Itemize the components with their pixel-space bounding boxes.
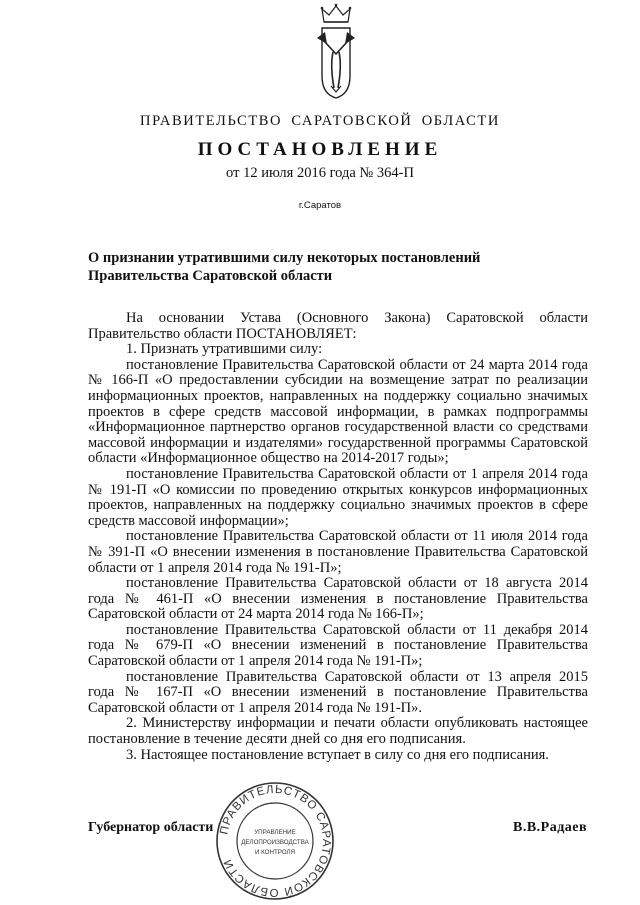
document-body (88, 311, 588, 763)
seal-line-3: И КОНТРОЛЯ (254, 849, 296, 856)
repealed-decree-679: постановление Правительства Саратовской области от 11 декабря 2014 года № 679-П «О внесении изменений в постановление Правительства Саратовской области от 1 апреля 2014 года № 191-П»; (88, 621, 588, 670)
repealed-decree-191: постановление Правительства Саратовской области от 1 апреля 2014 года № 191-П «О комиссии по проведению открытых конкурсов информационных проектов, направленных на поддержку социально значимых проектов в сфере средств массовой информации»; (88, 465, 588, 529)
repealed-decree-461: постановление Правительства Саратовской области от 18 августа 2014 года № 461-П «О внесении изменения в постановление Правительства Саратовской области от 24 марта 2014 года № 166-П»; (88, 575, 588, 623)
repealed-decree-391: постановление Правительства Саратовской области от 11 июля 2014 года № 391-П «О внесении изменения в постановление Правительства Саратовской области от 1 апреля 2014 года № 191-П»; (88, 528, 588, 576)
government-name: ПРАВИТЕЛЬСТВО САРАТОВСКОЙ ОБЛАСТИ (140, 113, 500, 129)
official-seal-icon (214, 780, 336, 902)
item-3: 3. Настоящее постановление вступает в силу со дня его подписания. (126, 746, 549, 763)
seal-line-2: ДЕЛОПРОИЗВОДСТВА (241, 839, 309, 846)
document-title-line2: Правительства Саратовской области (88, 268, 333, 284)
seal-outer-text: ПРАВИТЕЛЬСТВО САРАТОВСКОЙ ОБЛАСТИ (218, 783, 333, 899)
repealed-decree-167: постановление Правительства Саратовской области от 13 апреля 2015 года № 167-П «О внесении изменений в постановление Правительства Саратовской области от 1 апреля 2014 года № 191-П». (88, 668, 588, 716)
intro-paragraph: На основании Устава (Основного Закона) Саратовской области Правительство области ПОСТАНОВЛЯЕТ: (88, 310, 588, 342)
document-title-line1: О признании утратившими силу некоторых постановлений (88, 250, 481, 266)
repealed-decree-166: постановление Правительства Саратовской области от 24 марта 2014 года № 166-П «О предоставлении субсидии на возмещение затрат по реализации информационных проектов, направленных на поддержку социально значимых проектов в сфере средств массовой информации, в рамках подпрограммы «Информационное партнерство органов государственной власти со средствами массовой информации и издателями» государственной программы Саратовской области «Информационное общество на 2014-2017 годы»; (88, 356, 588, 467)
document-city: г.Саратов (298, 200, 342, 211)
document-type: ПОСТАНОВЛЕНИЕ (197, 139, 443, 160)
item-1: 1. Признать утратившими силу: (126, 341, 323, 358)
coat-of-arms-icon (309, 2, 363, 102)
item-2: 2. Министерству информации и печати области опубликовать настоящее постановление в течение десяти дней со дня его подписания. (88, 715, 588, 748)
seal-line-1: УПРАВЛЕНИЕ (254, 829, 296, 836)
document-date-number: от 12 июля 2016 года № 364-П (226, 165, 414, 181)
signer-name: В.В.Радаев (513, 820, 588, 835)
document-title (88, 249, 568, 285)
signer-position: Губернатор области (88, 820, 214, 835)
